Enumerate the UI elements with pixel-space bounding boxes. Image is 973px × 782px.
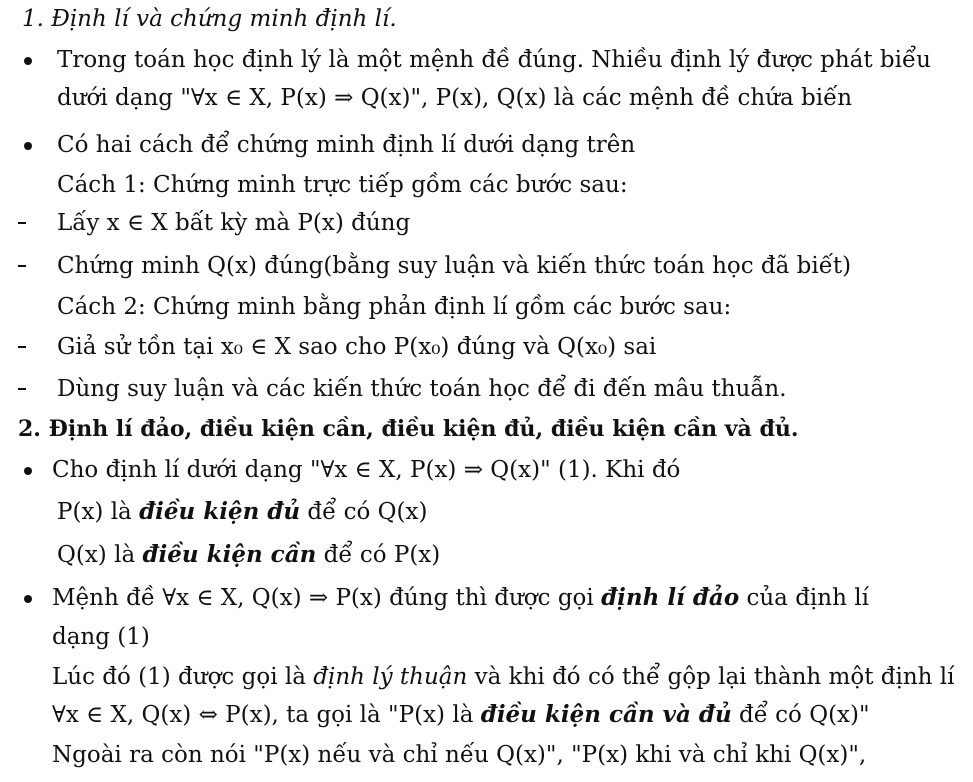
bullet-icon bbox=[24, 583, 34, 613]
paragraph-text: dưới dạng "∀x ∈ X, P(x) ⇒ Q(x)", P(x), Q(x) là các mệnh đề chứa biến bbox=[57, 85, 853, 111]
paragraph-text: dạng (1) bbox=[52, 624, 150, 650]
paragraph-text bbox=[52, 700, 870, 730]
emphasis-text: định lí đảo bbox=[601, 584, 740, 611]
text-run: để có Q(x)" bbox=[731, 702, 870, 728]
paragraph-text bbox=[52, 583, 869, 613]
sufficient-condition-line bbox=[57, 497, 427, 527]
step-text: Giả sử tồn tại x₀ ∈ X sao cho P(x₀) đúng và Q(x₀) sai bbox=[57, 334, 657, 360]
method-1-heading: Cách 1: Chứng minh trực tiếp gồm các bước sau: bbox=[57, 172, 628, 198]
bullet-icon bbox=[24, 45, 34, 75]
bullet-icon bbox=[24, 455, 34, 485]
text-run: để có Q(x) bbox=[300, 499, 428, 525]
paragraph-text: Trong toán học định lý là một mệnh đề đúng. Nhiều định lý được phát biểu bbox=[57, 47, 931, 73]
dash-icon bbox=[18, 374, 28, 404]
section-1-title: 1. Định lí và chứng minh định lí. bbox=[22, 6, 397, 32]
emphasis-text: định lý thuận bbox=[313, 664, 468, 690]
paragraph-text: Có hai cách để chứng minh định lí dưới dạng trên bbox=[57, 132, 636, 158]
text-run: Lúc đó (1) được gọi là bbox=[52, 664, 314, 690]
emphasis-text: điều kiện cần và đủ bbox=[480, 701, 732, 728]
paragraph-text bbox=[52, 662, 955, 692]
bullet-icon bbox=[24, 130, 34, 160]
step-text: Lấy x ∈ X bất kỳ mà P(x) đúng bbox=[57, 210, 411, 236]
text-run: P(x) là bbox=[57, 499, 140, 525]
step-text: Chứng minh Q(x) đúng(bằng suy luận và kiến thức toán học đã biết) bbox=[57, 253, 852, 279]
paragraph-text: Cho định lí dưới dạng "∀x ∈ X, P(x) ⇒ Q(x)" (1). Khi đó bbox=[52, 457, 681, 483]
text-run: Mệnh đề ∀x ∈ X, Q(x) ⇒ P(x) đúng thì được gọi bbox=[52, 585, 602, 611]
dash-icon bbox=[18, 251, 28, 281]
text-run: Q(x) là bbox=[57, 542, 143, 568]
text-run: của định lí bbox=[739, 585, 869, 611]
text-run: ∀x ∈ X, Q(x) ⇔ P(x), ta gọi là "P(x) là bbox=[52, 702, 481, 728]
paragraph-text: Ngoài ra còn nói "P(x) nếu và chỉ nếu Q(x)", "P(x) khi và chỉ khi Q(x)", bbox=[52, 742, 867, 768]
dash-icon bbox=[18, 332, 28, 362]
emphasis-text: điều kiện cần bbox=[142, 541, 317, 568]
necessary-condition-line bbox=[57, 540, 440, 570]
text-run: và khi đó có thể gộp lại thành một định lí bbox=[467, 664, 955, 690]
section-2-title: 2. Định lí đảo, điều kiện cần, điều kiện đủ, điều kiện cần và đủ. bbox=[18, 416, 799, 442]
method-2-heading: Cách 2: Chứng minh bằng phản định lí gồm các bước sau: bbox=[57, 294, 732, 320]
text-run: để có P(x) bbox=[316, 542, 441, 568]
emphasis-text: điều kiện đủ bbox=[139, 498, 301, 525]
step-text: Dùng suy luận và các kiến thức toán học để đi đến mâu thuẫn. bbox=[57, 376, 787, 402]
dash-icon bbox=[18, 208, 28, 238]
